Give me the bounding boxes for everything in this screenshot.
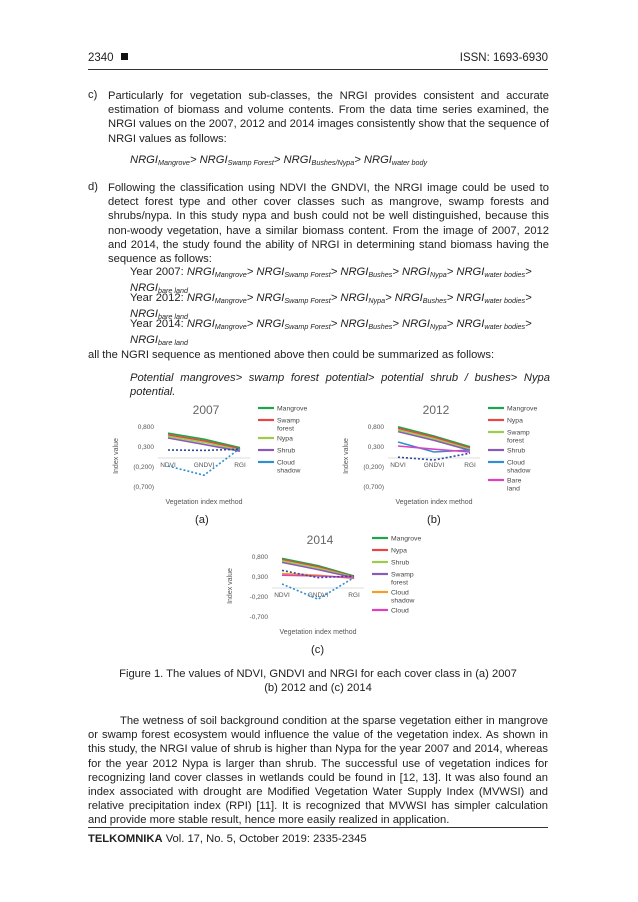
journal-issue: Vol. 17, No. 5, October 2019: 2335-2345 [165,833,367,845]
y-tick-label: (0,700) [363,484,384,491]
year-sequence-2: Year 2014: $NRGI_{Mangrove}>$ $NRGI_{Swamp Forest}>$ $NRGI_{Bushes}>$ $NRGI_{Nypa}>$ $NRGI_{water bodies}>$ $NRGI_{bare land}$ [130,318,532,347]
panel-label-b: (b) [427,514,441,526]
panel-label-c: (c) [311,644,325,656]
legend-label: Mangrove [507,405,538,413]
x-tick-label: RGI [348,592,360,599]
panel-label-a: (a) [195,514,209,526]
legend-label: Nypa [277,435,293,443]
y-axis-title: Index value [227,568,234,604]
y-tick-label: 0,300 [367,444,384,451]
x-axis-title: Vegetation index method [165,499,243,506]
legend-label: shadow [507,467,531,475]
x-axis-title: Vegetation index method [279,629,357,636]
issn: ISSN: 1693-6930 [459,52,548,64]
y-tick-label: 0,800 [251,554,268,561]
x-tick-label: RGI [234,462,246,469]
legend-label: Shrub [277,447,296,455]
y-tick-label: -0,200 [249,594,268,601]
year-sequence-1: Year 2012: $NRGI_{Mangrove}>$ $NRGI_{Swamp Forest}>$ $NRGI_{Nypa}>$ $NRGI_{Bushes}>$ $NRGI_{water bodies}>$ $NRGI_{bare land}$ [130,292,532,321]
x-tick-label: GNDVI [423,462,445,469]
y-tick-label: -0,700 [249,614,268,621]
legend-label: Swamp [507,429,530,437]
item-d-text: Following the classification using NDVI the GNDVI, the NRGI image could be used to detect forest type and other cover classes such as mangrove, swamp forests and shrubs/nypa. In this study nypa and bush could not be well distinguished, because this non-woody vegetation, have a similar biomass content. From the image of 2007, 2012 and 2014, the study found the ability of NRGI in determining stand biomass having the sequence as follows: [108,182,549,266]
legend-label: Swamp [391,571,414,579]
legend-label: forest [277,425,294,433]
chart-2014 [224,530,424,642]
legend-label: Mangrove [391,535,422,543]
x-tick-label: GNDVI [193,462,215,469]
legend-label: Shrub [391,559,410,567]
x-tick-label: GNDVI [307,592,329,599]
y-tick-label: (0,200) [363,464,384,471]
page-number: 2340 [88,52,128,64]
series-line [398,453,470,460]
legend-label: shadow [277,467,301,475]
y-tick-label: 0,800 [367,424,384,431]
legend-label: Mangrove [277,405,308,413]
x-tick-label: NDVI [160,462,176,469]
y-tick-label: (0,200) [133,464,154,471]
nrgi-sequence-c: $NRGI_{Mangrove}>$ $NRGI_{Swamp Forest}>$ $NRGI_{Bushes/Nypa}>$ $NRGI_{water body}$ [130,154,428,167]
chart-title: 2012 [422,403,450,417]
summary-intro: all the NGRI sequence as mentioned above then could be summarized as follows: [88,349,495,361]
legend-label: Swamp [277,417,300,425]
y-axis-title: Index value [113,438,120,474]
chart-title: 2014 [306,533,334,547]
header-rule [88,69,548,70]
y-tick-label: (0,700) [133,484,154,491]
legend-label: forest [391,579,408,587]
footer [88,833,367,845]
body-paragraph: The wetness of soil background condition at the sparse vegetation either in mangrove or swamp forest ecosystem would influence the value of the vegetation index. As shown in this study, the NRGI value of shrub is higher than Nypa for the year 2007 and 2014, whereas for the year 2012 Nypa is larger than shrub. The successful use of vegetation indices for recognizing land cover classes in wetlands could be found in [12, 13]. It was also found an index associated with drought are Modified Vegetation Water Supply Index (MVWSI) and relative precipitation index (RPI) [11]. It is recognized that MVWSI has simpler calculation and provide more stable result, hence more easily realized in application. [88,715,548,827]
legend-label: shadow [391,597,415,605]
y-tick-label: 0,300 [137,444,154,451]
legend-label: Bare [507,477,522,485]
x-axis-title: Vegetation index method [395,499,473,506]
footer-rule [88,827,548,828]
series-line [168,449,240,450]
y-axis-title: Index value [343,438,350,474]
square-bullet-icon [121,53,128,60]
figure-caption: Figure 1. The values of NDVI, GNDVI and NRGI for each cover class in (a) 2007 (b) 2012 and (c) 2014 [119,668,517,694]
x-tick-label: NDVI [274,592,290,599]
year-sequence-0: Year 2007: $NRGI_{Mangrove}>$ $NRGI_{Swamp Forest}>$ $NRGI_{Bushes}>$ $NRGI_{Nypa}>$ $NRGI_{water bodies}>$ $NRGI_{bare land}$ [130,266,532,295]
legend-label: forest [507,437,524,445]
item-d-label: d) [88,181,98,193]
summary-sequence: Potential mangroves> swamp forest potential> potential shrub / bushes> Nypa potential. [130,372,550,399]
y-tick-label: 0,800 [137,424,154,431]
item-c-label: c) [88,89,98,101]
chart-2012 [340,400,540,512]
item-c-text: Particularly for vegetation sub-classes, the NRGI provides consistent and accurate estimation of biomass and volume contents. From the data time series examined, the NRGI values on the 2007, 2012 and 2014 images consistently show that the sequence of NRGI values as follows: [108,90,549,145]
chart-title: 2007 [192,403,220,417]
legend-label: Cloud [277,459,295,467]
x-tick-label: RGI [464,462,476,469]
legend-label: Shrub [507,447,526,455]
x-tick-label: NDVI [390,462,406,469]
legend-label: Cloud [507,459,525,467]
legend-label: Nypa [507,417,523,425]
legend-label: Nypa [391,547,407,555]
legend-label: Cloud [391,607,409,615]
journal-name: TELKOMNIKA [88,833,163,845]
y-tick-label: 0,300 [251,574,268,581]
legend-label: Cloud [391,589,409,597]
chart-2007 [110,400,310,512]
legend-label: land [507,485,520,493]
